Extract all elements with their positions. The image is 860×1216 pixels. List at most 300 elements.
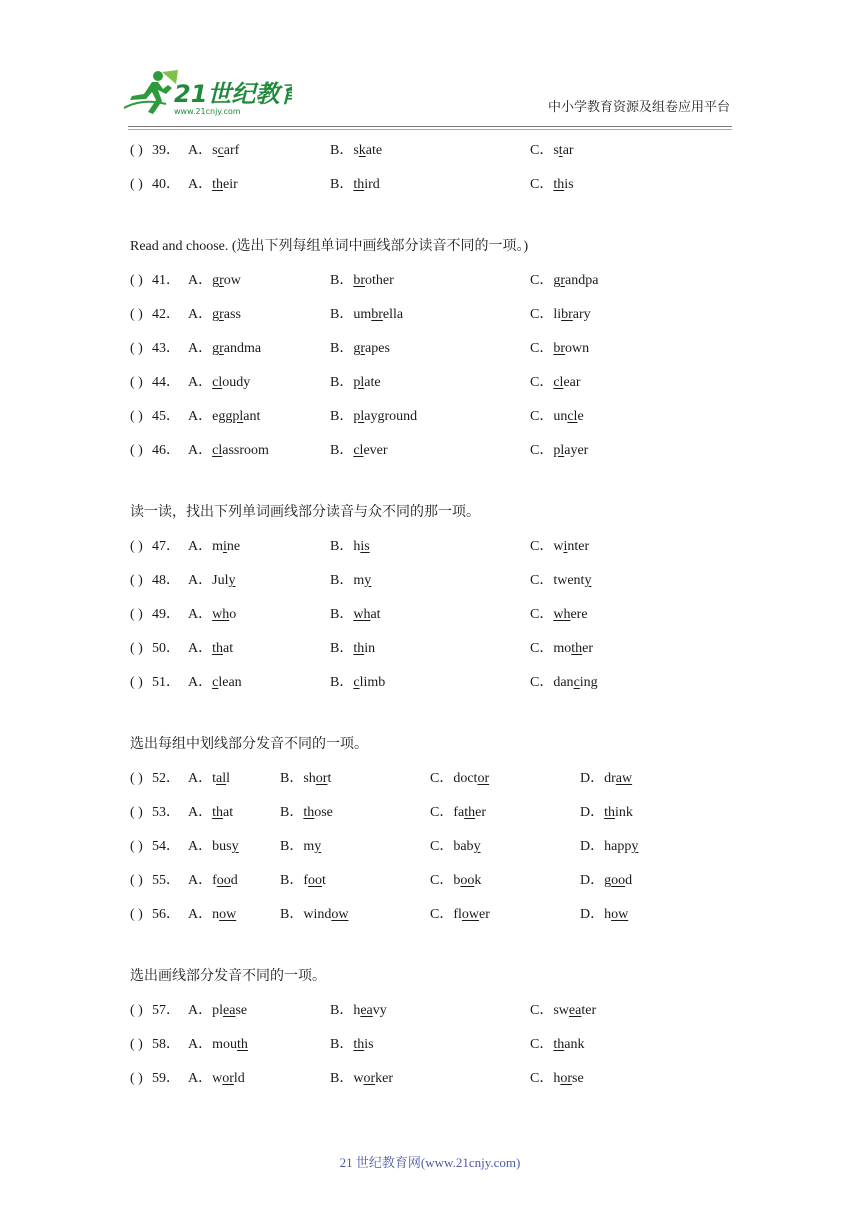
underlined-letters: gr xyxy=(212,341,224,356)
option-word xyxy=(212,1003,247,1018)
word-part: at xyxy=(223,641,234,656)
word-part: w xyxy=(553,539,564,554)
option-label: C． xyxy=(530,607,554,622)
option-word xyxy=(212,273,241,288)
option-b[interactable] xyxy=(280,898,348,932)
question-row xyxy=(130,366,750,400)
underlined-letters: c xyxy=(212,675,219,690)
option-a[interactable] xyxy=(188,264,241,298)
option-word xyxy=(553,341,589,356)
answer-bracket[interactable]: ( ) xyxy=(130,273,143,288)
answer-bracket[interactable]: ( ) xyxy=(130,1071,143,1086)
word-part: ate xyxy=(364,375,381,390)
option-b[interactable] xyxy=(330,434,388,468)
underlined-letters: th xyxy=(212,641,224,656)
word-part: li xyxy=(553,307,562,322)
underlined-letters: th xyxy=(212,177,224,192)
section-instruction: Read and choose. (选出下列每组单词中画线部分读音不同的一项。) xyxy=(130,239,529,254)
underlined-letters: wh xyxy=(212,607,230,622)
question-row xyxy=(130,400,750,434)
underlined-letters: gr xyxy=(353,341,366,356)
option-word xyxy=(453,907,490,922)
question-number: 42． xyxy=(152,307,180,322)
option-label: B． xyxy=(280,907,304,922)
question-section xyxy=(130,728,750,932)
option-d[interactable] xyxy=(580,762,632,796)
option-label: A． xyxy=(188,771,213,786)
option-a[interactable] xyxy=(188,796,233,830)
word-part: doct xyxy=(453,771,478,786)
answer-bracket[interactable]: ( ) xyxy=(130,839,143,854)
option-label: A． xyxy=(188,143,213,158)
word-part: m xyxy=(212,539,224,554)
question-number: 50． xyxy=(152,641,180,656)
option-b[interactable] xyxy=(330,530,370,564)
word-part: er xyxy=(479,907,490,922)
question-number: 49． xyxy=(152,607,180,622)
underlined-letters: th xyxy=(604,805,616,820)
word-part: happ xyxy=(604,839,632,854)
option-word xyxy=(453,805,486,820)
answer-bracket[interactable]: ( ) xyxy=(130,805,143,820)
option-word xyxy=(212,1071,245,1086)
option-word xyxy=(303,771,331,786)
option-label: B． xyxy=(330,675,354,690)
word-part: ld xyxy=(233,1071,245,1086)
underlined-letters: or xyxy=(477,771,490,786)
option-b[interactable] xyxy=(280,830,321,864)
question-row xyxy=(130,530,750,564)
option-label: C． xyxy=(530,675,554,690)
option-label: B． xyxy=(280,805,304,820)
option-label: B． xyxy=(330,143,354,158)
word-part: b xyxy=(453,873,461,888)
option-label: C． xyxy=(530,539,554,554)
underlined-letters: th xyxy=(353,177,365,192)
option-a[interactable] xyxy=(188,1062,245,1096)
option-label: D． xyxy=(580,907,605,922)
answer-bracket[interactable]: ( ) xyxy=(130,675,143,690)
underlined-letters: ow xyxy=(331,907,349,922)
underlined-letters: cl xyxy=(212,375,223,390)
question-number: 52． xyxy=(152,771,180,786)
option-label: C． xyxy=(430,907,454,922)
underlined-letters: or xyxy=(222,1071,234,1086)
underlined-letters: y xyxy=(228,573,236,588)
question-number: 46． xyxy=(152,443,180,458)
word-part: in xyxy=(364,641,376,656)
word-part: other xyxy=(365,273,394,288)
question-list xyxy=(130,134,750,1124)
option-c[interactable] xyxy=(530,666,598,700)
option-word xyxy=(353,1003,386,1018)
option-d[interactable] xyxy=(580,796,633,830)
option-label: B． xyxy=(330,1003,354,1018)
option-label: C． xyxy=(530,1037,554,1052)
question-row xyxy=(130,168,750,202)
option-label: C． xyxy=(430,771,454,786)
option-word xyxy=(353,607,380,622)
option-word xyxy=(212,409,260,424)
option-word xyxy=(553,409,583,424)
answer-bracket[interactable]: ( ) xyxy=(130,341,143,356)
underlined-letters: br xyxy=(553,341,566,356)
word-part: s xyxy=(553,143,559,158)
question-number: 41． xyxy=(152,273,180,288)
option-a[interactable] xyxy=(188,332,261,366)
word-part: h xyxy=(353,539,361,554)
word-part: ass xyxy=(223,307,241,322)
underlined-letters: aw xyxy=(615,771,633,786)
answer-bracket[interactable]: ( ) xyxy=(130,443,143,458)
answer-bracket[interactable]: ( ) xyxy=(130,1003,143,1018)
option-label: C． xyxy=(530,409,554,424)
option-c[interactable] xyxy=(530,598,588,632)
word-part: andma xyxy=(223,341,262,356)
option-word xyxy=(212,839,238,854)
option-a[interactable] xyxy=(188,298,241,332)
option-label: B． xyxy=(330,341,354,356)
option-label: B． xyxy=(280,771,304,786)
option-word xyxy=(453,839,480,854)
option-word xyxy=(553,1003,596,1018)
option-b[interactable] xyxy=(280,796,333,830)
option-word xyxy=(553,539,589,554)
word-part: ear xyxy=(563,375,581,390)
option-a[interactable] xyxy=(188,1028,248,1062)
word-part: own xyxy=(565,341,590,356)
option-b[interactable] xyxy=(280,864,326,898)
underlined-letters: wh xyxy=(353,607,371,622)
option-word xyxy=(212,443,269,458)
answer-bracket[interactable]: ( ) xyxy=(130,641,143,656)
option-b[interactable] xyxy=(330,264,394,298)
word-part: pl xyxy=(212,1003,224,1018)
underlined-letters: ea xyxy=(360,1003,373,1018)
option-b[interactable] xyxy=(330,564,371,598)
underlined-letters: th xyxy=(303,805,315,820)
option-b[interactable] xyxy=(330,666,385,700)
underlined-letters: wh xyxy=(553,607,571,622)
word-part: twent xyxy=(553,573,585,588)
word-part: ella xyxy=(382,307,404,322)
word-part: f xyxy=(303,873,309,888)
option-label: A． xyxy=(188,539,213,554)
option-c[interactable] xyxy=(530,298,591,332)
word-part: d xyxy=(625,873,633,888)
answer-bracket[interactable]: ( ) xyxy=(130,177,143,192)
word-part: wind xyxy=(303,907,332,922)
page-footer: 21 世纪教育网(www.21cnjy.com) xyxy=(339,1155,521,1170)
word-part: se xyxy=(572,1071,584,1086)
option-c[interactable] xyxy=(530,400,584,434)
option-c[interactable] xyxy=(530,264,598,298)
underlined-letters: is xyxy=(360,539,370,554)
question-row xyxy=(130,830,750,864)
underlined-letters: oo xyxy=(611,873,626,888)
option-a[interactable] xyxy=(188,400,260,434)
option-a[interactable] xyxy=(188,530,240,564)
option-b[interactable] xyxy=(330,366,381,400)
underlined-letters: ow xyxy=(461,907,480,922)
word-part: ate xyxy=(365,143,383,158)
answer-bracket[interactable]: ( ) xyxy=(130,375,143,390)
option-a[interactable] xyxy=(188,168,238,202)
question-number: 58． xyxy=(152,1037,180,1052)
option-label: A． xyxy=(188,907,213,922)
option-word xyxy=(212,675,242,690)
option-label: A． xyxy=(188,443,213,458)
option-c[interactable] xyxy=(530,134,574,168)
option-a[interactable] xyxy=(188,564,235,598)
option-word xyxy=(553,273,598,288)
option-b[interactable] xyxy=(330,994,387,1028)
option-a[interactable] xyxy=(188,632,233,666)
word-part: andpa xyxy=(565,273,599,288)
underlined-letters: th xyxy=(237,1037,248,1052)
option-word xyxy=(553,641,593,656)
answer-bracket[interactable]: ( ) xyxy=(130,607,143,622)
option-d[interactable] xyxy=(580,898,628,932)
underlined-letters: c xyxy=(573,675,580,690)
option-word xyxy=(553,573,591,588)
header-tagline: 中小学教育资源及组卷应用平台 xyxy=(547,99,730,114)
option-word xyxy=(604,907,628,922)
answer-bracket[interactable]: ( ) xyxy=(130,1037,143,1052)
question-row xyxy=(130,598,750,632)
underlined-letters: br xyxy=(561,307,573,322)
option-word xyxy=(212,607,236,622)
underlined-letters: c xyxy=(217,143,224,158)
option-label: B． xyxy=(330,409,354,424)
option-word xyxy=(212,907,236,922)
word-part: h xyxy=(353,1003,361,1018)
word-part: eir xyxy=(223,177,238,192)
word-part: nter xyxy=(567,539,590,554)
underlined-letters: cl xyxy=(353,443,364,458)
word-part: ing xyxy=(579,675,598,690)
option-d[interactable] xyxy=(580,830,638,864)
option-label: D． xyxy=(580,873,605,888)
word-part: t xyxy=(212,771,217,786)
option-label: C． xyxy=(530,273,554,288)
option-c[interactable] xyxy=(530,1028,584,1062)
option-c[interactable] xyxy=(530,434,588,468)
option-word xyxy=(212,539,240,554)
option-c[interactable] xyxy=(530,168,574,202)
option-b[interactable] xyxy=(330,298,403,332)
option-b[interactable] xyxy=(330,1028,374,1062)
option-b[interactable] xyxy=(330,632,375,666)
option-c[interactable] xyxy=(530,1062,584,1096)
option-b[interactable] xyxy=(330,332,390,366)
option-c[interactable] xyxy=(430,898,490,932)
underlined-letters: or xyxy=(363,1071,376,1086)
option-word xyxy=(353,1071,393,1086)
question-row xyxy=(130,762,750,796)
underlined-letters: th xyxy=(353,1037,365,1052)
answer-bracket[interactable]: ( ) xyxy=(130,539,143,554)
option-label: C． xyxy=(530,143,554,158)
option-word xyxy=(212,177,238,192)
word-part: n xyxy=(212,907,220,922)
underlined-letters: th xyxy=(353,641,365,656)
word-part: sh xyxy=(303,771,316,786)
option-a[interactable] xyxy=(188,434,269,468)
option-word xyxy=(212,341,261,356)
question-row xyxy=(130,298,750,332)
option-label: B． xyxy=(330,177,354,192)
option-label: A． xyxy=(188,607,213,622)
option-a[interactable] xyxy=(188,598,236,632)
question-number: 45． xyxy=(152,409,180,424)
question-row xyxy=(130,564,750,598)
word-part: at xyxy=(223,805,234,820)
option-label: C． xyxy=(530,573,554,588)
option-label: D． xyxy=(580,805,605,820)
option-label: B． xyxy=(330,1037,354,1052)
word-part: ayground xyxy=(364,409,418,424)
underlined-letters: br xyxy=(353,273,366,288)
word-part: bus xyxy=(212,839,232,854)
option-b[interactable] xyxy=(330,400,417,434)
word-part: ant xyxy=(243,409,261,424)
question-number: 55． xyxy=(152,873,180,888)
option-b[interactable] xyxy=(330,134,382,168)
question-row xyxy=(130,1062,750,1096)
word-part: egg xyxy=(212,409,233,424)
option-b[interactable] xyxy=(330,1062,393,1096)
underlined-letters: y xyxy=(631,839,639,854)
word-part: ter xyxy=(581,1003,597,1018)
option-c[interactable] xyxy=(530,530,589,564)
option-a[interactable] xyxy=(188,994,247,1028)
question-number: 43． xyxy=(152,341,180,356)
question-section xyxy=(130,496,750,700)
answer-bracket[interactable]: ( ) xyxy=(130,873,143,888)
question-number: 39． xyxy=(152,143,180,158)
option-a[interactable] xyxy=(188,762,230,796)
word-part: s xyxy=(353,143,359,158)
answer-bracket[interactable]: ( ) xyxy=(130,143,143,158)
word-part: e xyxy=(577,409,584,424)
option-word xyxy=(553,375,580,390)
underlined-letters: oo xyxy=(460,873,475,888)
option-c[interactable] xyxy=(430,796,486,830)
option-label: A． xyxy=(188,177,213,192)
word-part: is xyxy=(364,1037,374,1052)
option-label: B． xyxy=(330,1071,354,1086)
option-label: A． xyxy=(188,839,213,854)
question-section xyxy=(130,134,750,202)
option-word xyxy=(303,907,348,922)
option-a[interactable] xyxy=(188,366,250,400)
option-label: A． xyxy=(188,641,213,656)
option-a[interactable] xyxy=(188,666,242,700)
option-label: C． xyxy=(530,375,554,390)
option-word xyxy=(453,771,489,786)
word-part: k xyxy=(474,873,482,888)
option-c[interactable] xyxy=(530,564,591,598)
word-part: ow xyxy=(223,273,241,288)
question-number: 47． xyxy=(152,539,180,554)
word-part: bab xyxy=(453,839,474,854)
option-word xyxy=(212,307,241,322)
question-section xyxy=(130,230,750,468)
option-c[interactable] xyxy=(530,994,596,1028)
word-part: er xyxy=(582,641,594,656)
option-label: C． xyxy=(530,341,554,356)
word-part: ere xyxy=(570,607,588,622)
option-c[interactable] xyxy=(430,830,481,864)
question-row xyxy=(130,632,750,666)
option-label: C． xyxy=(430,873,454,888)
option-word xyxy=(353,375,380,390)
word-part: ink xyxy=(615,805,633,820)
question-row xyxy=(130,796,750,830)
option-c[interactable] xyxy=(530,632,593,666)
option-b[interactable] xyxy=(330,598,381,632)
option-a[interactable] xyxy=(188,864,238,898)
underlined-letters: i xyxy=(223,539,227,554)
word-part: er xyxy=(475,805,487,820)
word-part: g xyxy=(604,873,612,888)
option-label: B． xyxy=(330,641,354,656)
word-part: se xyxy=(235,1003,248,1018)
section-instruction: 选出每组中划线部分发音不同的一项。 xyxy=(130,737,368,752)
word-part: ird xyxy=(364,177,380,192)
option-a[interactable] xyxy=(188,898,236,932)
option-a[interactable] xyxy=(188,830,239,864)
word-part: dr xyxy=(604,771,616,786)
option-word xyxy=(553,143,573,158)
question-row xyxy=(130,994,750,1028)
underlined-letters: or xyxy=(315,771,328,786)
option-c[interactable] xyxy=(530,332,589,366)
option-c[interactable] xyxy=(530,366,581,400)
option-b[interactable] xyxy=(330,168,380,202)
question-number: 57． xyxy=(152,1003,180,1018)
option-word xyxy=(353,273,393,288)
word-part: s xyxy=(212,143,218,158)
option-label: A． xyxy=(188,273,213,288)
answer-bracket[interactable]: ( ) xyxy=(130,409,143,424)
option-label: C． xyxy=(430,805,454,820)
option-c[interactable] xyxy=(430,762,489,796)
word-part: h xyxy=(604,907,612,922)
option-b[interactable] xyxy=(280,762,331,796)
underlined-letters: y xyxy=(584,573,592,588)
question-number: 54． xyxy=(152,839,180,854)
option-c[interactable] xyxy=(430,864,481,898)
underlined-letters: pl xyxy=(353,375,365,390)
question-section xyxy=(130,960,750,1096)
option-word xyxy=(212,771,230,786)
answer-bracket[interactable]: ( ) xyxy=(130,771,143,786)
word-part: ne xyxy=(226,539,241,554)
underlined-letters: pl xyxy=(553,443,565,458)
question-number: 56． xyxy=(152,907,180,922)
option-d[interactable] xyxy=(580,864,632,898)
answer-bracket[interactable]: ( ) xyxy=(130,573,143,588)
answer-bracket[interactable]: ( ) xyxy=(130,307,143,322)
option-label: A． xyxy=(188,341,213,356)
answer-bracket[interactable]: ( ) xyxy=(130,907,143,922)
option-a[interactable] xyxy=(188,134,239,168)
option-word xyxy=(212,641,233,656)
word-part: apes xyxy=(365,341,390,356)
option-label: A． xyxy=(188,1003,213,1018)
